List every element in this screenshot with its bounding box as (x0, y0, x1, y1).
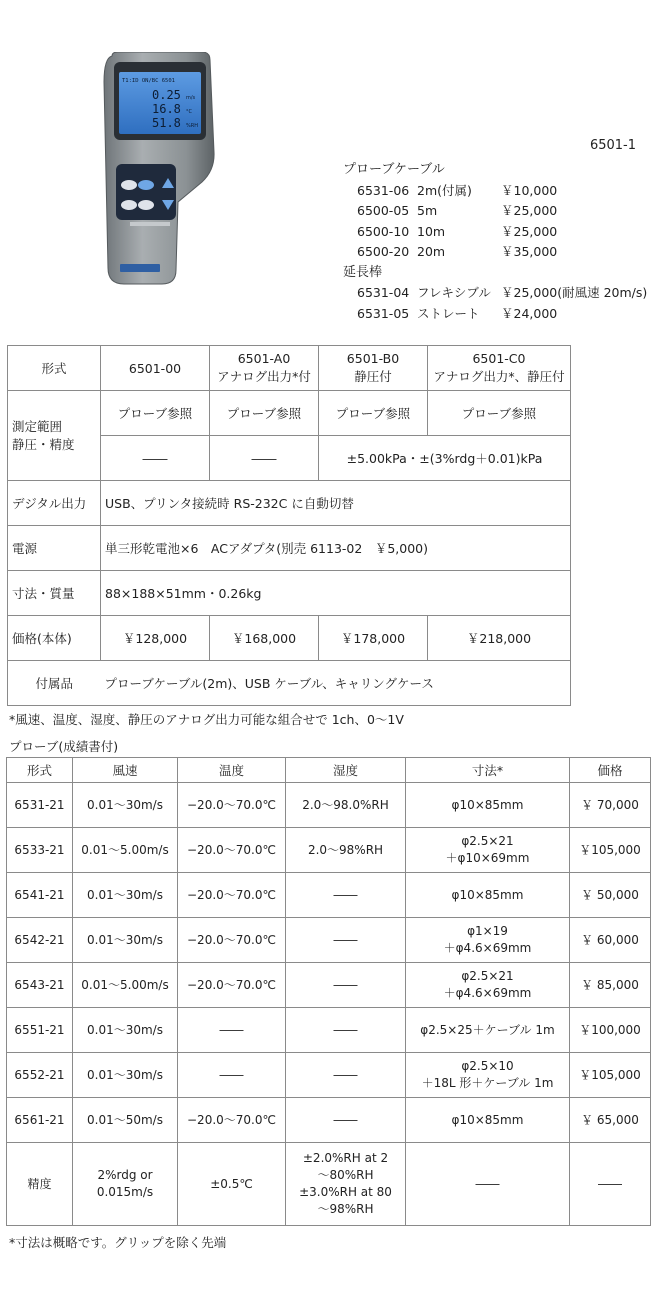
spec-accessory-value: プローブケーブル(2m)、USB ケーブル、キャリングケース (101, 661, 571, 706)
spec-digital-label: デジタル出力 (8, 481, 101, 526)
spec-accessory-row (8, 661, 571, 706)
spec-price-label: 価格(本体) (8, 616, 101, 661)
accessory-desc: 10m (417, 223, 446, 239)
probe-accuracy-humid (286, 1143, 406, 1226)
device-label-strip (130, 222, 170, 226)
probe-temp-cell: −20.0〜70.0℃ (178, 1098, 286, 1143)
probe-price-cell: ￥100,000 (570, 1008, 651, 1053)
accessory-row (343, 181, 653, 202)
accessory-price: ￥10,000 (501, 182, 558, 198)
menu-key (121, 180, 137, 190)
spec-model-code: 6501-A0 (237, 351, 291, 366)
accessory-price: ￥24,000 (501, 305, 558, 321)
probe-price-cell: ￥ 65,000 (570, 1098, 651, 1143)
probe-wind-cell: 0.01〜50m/s (73, 1098, 178, 1143)
spec-header-row (8, 346, 571, 391)
probe-row (7, 963, 651, 1008)
probe-dim-line: φ2.5×25＋ケーブル 1m (420, 1022, 555, 1037)
probe-header-cell: 価格 (570, 758, 651, 783)
probe-humid-cell: ―― (286, 963, 406, 1008)
probe-temp-cell: −20.0〜70.0℃ (178, 918, 286, 963)
spec-model-code: 6501-C0 (472, 351, 526, 366)
spec-power-label: 電源 (8, 526, 101, 571)
probe-model-cell: 6552-21 (7, 1053, 73, 1098)
probe-accuracy-temp: ±0.5℃ (178, 1143, 286, 1226)
probe-row (7, 1008, 651, 1053)
device-logo-plate (120, 264, 160, 272)
spec-range-label: 測定範囲 (12, 418, 63, 434)
spec-power-value: 単三形乾電池×6 ACアダプタ(別売 6113-02 ￥5,000) (101, 526, 571, 571)
probe-dim-cell (406, 1098, 570, 1143)
probe-model-cell: 6531-21 (7, 783, 73, 828)
probe-price-cell: ￥ 60,000 (570, 918, 651, 963)
probe-header-cell: 温度 (178, 758, 286, 783)
probe-dim-line: φ1×19 (467, 924, 508, 938)
spec-price-value: ￥128,000 (101, 616, 210, 661)
probe-header-cell: 寸法* (406, 758, 570, 783)
accessory-code: 6531-06 (357, 182, 410, 198)
probe-dim-cell (406, 963, 570, 1008)
probe-dim-line: ＋18L 形＋ケーブル 1m (421, 1076, 554, 1090)
spec-model-cell (428, 346, 571, 391)
probe-model-cell: 6561-21 (7, 1098, 73, 1143)
device-screen-header: T1:ID ON/BC 6501 (122, 78, 175, 84)
probe-dim-line: ＋φ10×69mm (445, 851, 530, 865)
accessory-price: ￥35,000 (501, 244, 558, 259)
probe-dim-line: φ2.5×21 (461, 969, 514, 983)
probe-accuracy-dim: ―― (406, 1143, 570, 1226)
model-number: 6501-1 (589, 138, 636, 153)
probe-model-cell: 6533-21 (7, 828, 73, 873)
accessory-desc: 20m (417, 244, 446, 259)
probe-temp-cell: −20.0〜70.0℃ (178, 828, 286, 873)
probe-dim-line: φ2.5×10 (461, 1059, 514, 1073)
dimension-note: *寸法は概略です。グリップを除く先端 (9, 1235, 227, 1250)
accessory-list (343, 160, 653, 324)
spec-model-sub: アナログ出力*付 (217, 369, 311, 384)
accessory-row (343, 283, 653, 304)
spec-size-label: 寸法・質量 (8, 571, 101, 616)
device-screen-unit-2: °C (186, 109, 192, 115)
spec-price-row (8, 616, 571, 661)
probe-dim-line: φ10×85mm (451, 887, 524, 902)
probe-model-cell: 6541-21 (7, 873, 73, 918)
probe-price-cell: ￥105,000 (570, 1053, 651, 1098)
spec-range-value: プローブ参照 (101, 391, 210, 436)
spec-pressure-value: ±5.00kPa・±(3%rdg＋0.01)kPa (319, 436, 571, 481)
device-screen-unit-1: m/s (186, 95, 196, 101)
accessory-row (343, 304, 653, 325)
accessory-row (343, 201, 653, 222)
probe-wind-cell: 0.01〜5.00m/s (73, 963, 178, 1008)
hold-key (121, 200, 137, 210)
probe-accuracy-price: ―― (570, 1143, 651, 1226)
spec-pressure-value: ―― (210, 436, 319, 481)
probe-model-cell: 6551-21 (7, 1008, 73, 1053)
accessory-price: ￥25,000(耐風速 20m/s) (501, 285, 648, 300)
accessory-code: 6500-05 (357, 203, 410, 218)
probe-humid-cell: ―― (286, 873, 406, 918)
probe-wind-cell: 0.01〜30m/s (73, 1008, 178, 1053)
accessory-price: ￥25,000 (501, 203, 558, 218)
probe-temp-cell: ―― (178, 1053, 286, 1098)
spec-price-value: ￥218,000 (428, 616, 571, 661)
device-screen-line-3: 51.8 (152, 116, 181, 130)
probe-dim-cell (406, 783, 570, 828)
spec-model-code: 6501-00 (128, 360, 182, 376)
probe-section-title: プローブ(成績書付) (9, 739, 119, 754)
spec-pressure-value: ―― (101, 436, 210, 481)
probe-row (7, 918, 651, 963)
enter-key (138, 180, 154, 190)
spec-power-row (8, 526, 571, 571)
probe-wind-cell: 0.01〜30m/s (73, 873, 178, 918)
probe-dim-line: φ2.5×21 (461, 834, 514, 848)
probe-temp-cell: −20.0〜70.0℃ (178, 873, 286, 918)
probe-accuracy-wind (73, 1143, 178, 1226)
accessory-row (343, 242, 653, 263)
probe-price-cell: ￥ 85,000 (570, 963, 651, 1008)
probe-header-row (7, 758, 651, 783)
probe-humid-cell: ―― (286, 1098, 406, 1143)
probe-table (6, 757, 651, 1226)
probe-row (7, 1098, 651, 1143)
probe-accuracy-label: 精度 (7, 1143, 73, 1226)
device-keypad (116, 164, 176, 220)
probe-price-cell: ￥105,000 (570, 828, 651, 873)
probe-wind-cell: 0.01〜30m/s (73, 783, 178, 828)
spec-model-sub: 静圧付 (354, 369, 392, 384)
probe-model-cell: 6543-21 (7, 963, 73, 1008)
probe-humid-cell: 2.0〜98.0%RH (286, 783, 406, 828)
accessory-code: 6531-04 (357, 285, 410, 300)
spec-range-value: プローブ参照 (319, 391, 428, 436)
probe-wind-cell: 0.01〜30m/s (73, 918, 178, 963)
probe-dim-line: ＋φ4.6×69mm (443, 941, 532, 955)
probe-row (7, 873, 651, 918)
accessory-row (343, 222, 653, 243)
probe-dim-cell (406, 828, 570, 873)
probe-dim-cell (406, 873, 570, 918)
probe-row (7, 783, 651, 828)
accessory-desc: 5m (417, 203, 438, 218)
spec-digital-value: USB、プリンタ接続時 RS-232C に自動切替 (101, 481, 571, 526)
probe-price-cell: ￥ 50,000 (570, 873, 651, 918)
accessory-desc: フレキシブル (417, 285, 491, 300)
probe-temp-cell: −20.0〜70.0℃ (178, 963, 286, 1008)
spec-digital-row (8, 481, 571, 526)
probe-model-cell: 6542-21 (7, 918, 73, 963)
spec-model-cell (101, 346, 210, 391)
device-illustration (98, 52, 218, 288)
probe-dim-line: φ10×85mm (451, 797, 524, 812)
probe-price-cell: ￥ 70,000 (570, 783, 651, 828)
probe-humid-cell: ―― (286, 1053, 406, 1098)
probe-accuracy-humid-line: 〜80%RH (317, 1168, 374, 1182)
spec-accessory-label: 付属品 (8, 661, 101, 706)
accessory-desc: ストレート (417, 305, 480, 321)
spec-range-pressure-label (8, 391, 101, 481)
probe-accuracy-wind-line: 2%rdg or (97, 1168, 153, 1182)
probe-humid-cell: 2.0〜98%RH (286, 828, 406, 873)
spec-model-cell (319, 346, 428, 391)
spec-price-value: ￥178,000 (319, 616, 428, 661)
device-screen-unit-3: %RH (186, 123, 198, 129)
spec-table (7, 345, 571, 706)
probe-accuracy-row (7, 1143, 651, 1226)
spec-price-value: ￥168,000 (210, 616, 319, 661)
mode-key (138, 200, 154, 210)
probe-header-cell: 形式 (7, 758, 73, 783)
spec-range-value: プローブ参照 (428, 391, 571, 436)
probe-cable-title: プローブケーブル (343, 162, 445, 177)
accessory-code: 6531-05 (357, 305, 410, 321)
spec-range-row (8, 391, 571, 436)
device-screen-line-1: 0.25 (152, 88, 181, 102)
probe-humid-cell: ―― (286, 1008, 406, 1053)
probe-accuracy-wind-line: 0.015m/s (96, 1185, 154, 1199)
probe-humid-cell: ―― (286, 918, 406, 963)
spec-model-code: 6501-B0 (346, 351, 400, 366)
device-screen-line-2: 16.8 (152, 102, 181, 116)
probe-accuracy-humid-line: 〜98%RH (317, 1202, 374, 1216)
spec-size-value: 88×188×51mm・0.26kg (101, 571, 571, 616)
analog-output-note: *風速、温度、湿度、静圧のアナログ出力可能な組合せで 1ch、0〜1V (9, 712, 404, 727)
spec-model-cell (210, 346, 319, 391)
probe-dim-cell (406, 1053, 570, 1098)
probe-row (7, 828, 651, 873)
spec-pressure-label: 静圧・精度 (12, 436, 75, 452)
spec-header-label: 形式 (8, 346, 101, 391)
spec-size-row (8, 571, 571, 616)
accessory-desc: 2m(付属) (417, 182, 472, 198)
probe-row (7, 1053, 651, 1098)
probe-table-body (7, 783, 651, 1143)
probe-dim-line: φ10×85mm (451, 1112, 524, 1127)
probe-temp-cell: −20.0〜70.0℃ (178, 783, 286, 828)
probe-dim-cell (406, 1008, 570, 1053)
probe-accuracy-humid-line: ±2.0%RH at 2 (302, 1151, 389, 1165)
probe-header-cell: 湿度 (286, 758, 406, 783)
extension-rod-title: 延長棒 (343, 264, 383, 280)
spec-range-value: プローブ参照 (210, 391, 319, 436)
probe-header-cell: 風速 (73, 758, 178, 783)
probe-dim-line: ＋φ4.6×69mm (443, 986, 532, 1000)
probe-wind-cell: 0.01〜30m/s (73, 1053, 178, 1098)
probe-wind-cell: 0.01〜5.00m/s (73, 828, 178, 873)
probe-accuracy-humid-line: ±3.0%RH at 80 (299, 1185, 392, 1199)
accessory-code: 6500-20 (357, 244, 410, 259)
probe-dim-cell (406, 918, 570, 963)
accessory-code: 6500-10 (357, 223, 410, 239)
spec-model-sub: アナログ出力*、静圧付 (433, 369, 565, 384)
accessory-price: ￥25,000 (501, 223, 558, 239)
probe-temp-cell: ―― (178, 1008, 286, 1053)
